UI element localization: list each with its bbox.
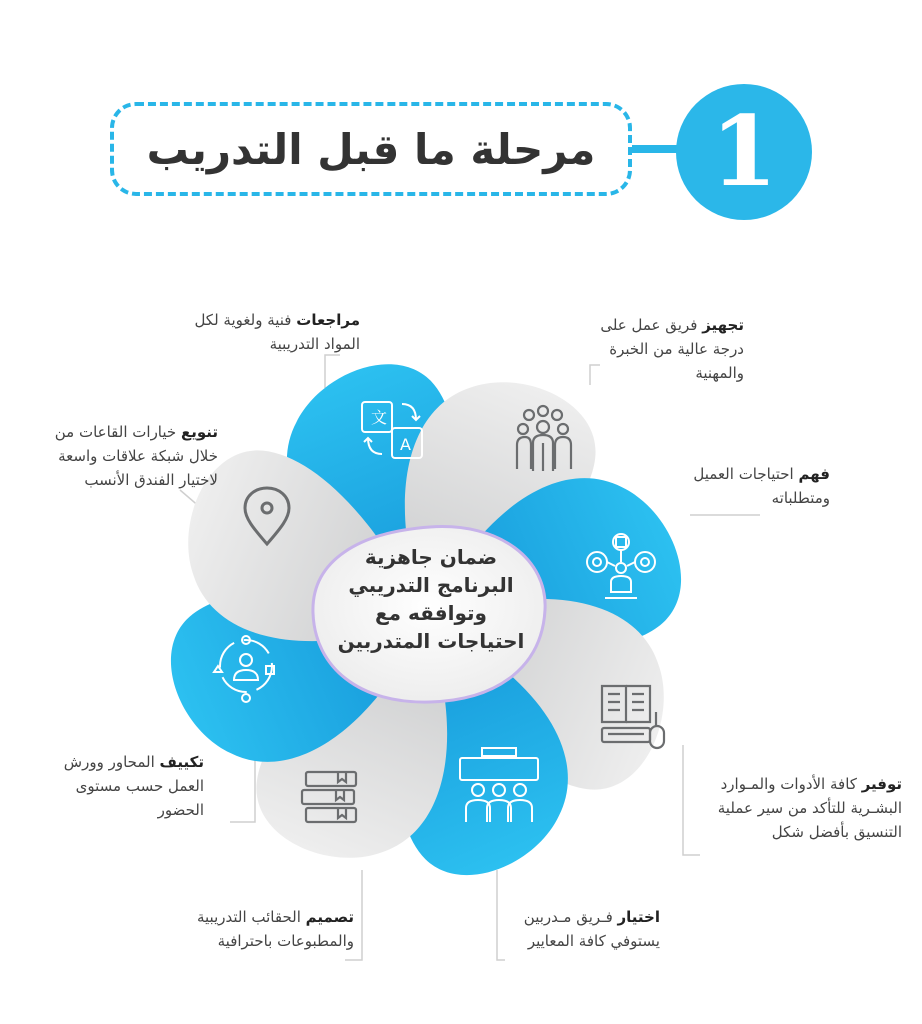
label-tajheez-line1: فريق عمل على: [600, 316, 703, 334]
label-tanwee: [6, 420, 218, 492]
center-line-3: وتوافقه مع: [375, 601, 487, 625]
label-tajheez-bold: تجهيز: [702, 316, 744, 334]
label-tawfeer-bold: توفير: [861, 775, 902, 793]
label-tanwee-line3: لاختيار الفندق الأنسب: [84, 471, 218, 489]
label-murajaat-bold: مراجعات: [296, 311, 360, 329]
label-ikhtiyar-line2: يستوفي كافة المعايير: [527, 932, 660, 950]
label-tawfeer-line3: التنسيق بأفضل شكل: [771, 823, 902, 841]
step-number: 1: [710, 95, 778, 208]
center-line-4: احتياجات المتدربين: [337, 629, 525, 653]
label-tanwee-line1: خيارات القاعات من: [54, 423, 181, 441]
label-takyeef-bold: تكييف: [159, 753, 204, 771]
label-tawfeer-line2: البشـرية للتأكد من سير عملية: [717, 799, 902, 817]
label-takyeef: [24, 750, 204, 822]
label-fahm-bold: فهم: [798, 465, 830, 483]
label-ikhtiyar: [460, 905, 660, 953]
label-fahm: [620, 462, 830, 510]
label-tanwee-bold: تنويع: [180, 423, 218, 441]
label-tasmeem-bold: تصميم: [305, 908, 354, 926]
label-tawfeer-line1: كافة الأدوات والمـوارد: [720, 775, 862, 793]
label-tasmeem: [134, 905, 354, 953]
center-line-2: البرنامج التدريبي: [348, 573, 514, 597]
svg-text:文: 文: [371, 408, 388, 427]
label-murajaat-line2: المواد التدريبية: [269, 335, 360, 353]
label-tasmeem-line1: الحقائب التدريبية: [196, 908, 306, 926]
center-line-1: ضمان جاهزية: [364, 545, 498, 569]
label-murajaat-line1: فنية ولغوية لكل: [194, 311, 297, 329]
label-ikhtiyar-line1: فـريق مـدربين: [523, 908, 618, 926]
label-fahm-line2: ومتطلباته: [771, 489, 830, 507]
label-tanwee-line2: خلال شبكة علاقات واسعة: [58, 447, 218, 465]
label-takyeef-line2: العمل حسب مستوى: [75, 777, 204, 795]
page-title: مرحلة ما قبل التدريب: [146, 124, 596, 174]
label-tawfeer: [652, 772, 902, 844]
label-murajaat: [150, 308, 360, 356]
label-tasmeem-line2: والمطبوعات باحترافية: [217, 932, 354, 950]
label-takyeef-line3: الحضور: [157, 801, 204, 819]
label-ikhtiyar-bold: اختيار: [617, 908, 660, 926]
label-fahm-line1: احتياجات العميل: [693, 465, 799, 483]
label-takyeef-line1: المحاور وورش: [63, 753, 160, 771]
center-statement: [324, 543, 538, 655]
label-tajheez: [534, 313, 744, 385]
label-tajheez-line3: والمهنية: [695, 364, 744, 382]
label-tajheez-line2: درجة عالية من الخبرة: [609, 340, 744, 358]
svg-text:A: A: [400, 435, 411, 454]
